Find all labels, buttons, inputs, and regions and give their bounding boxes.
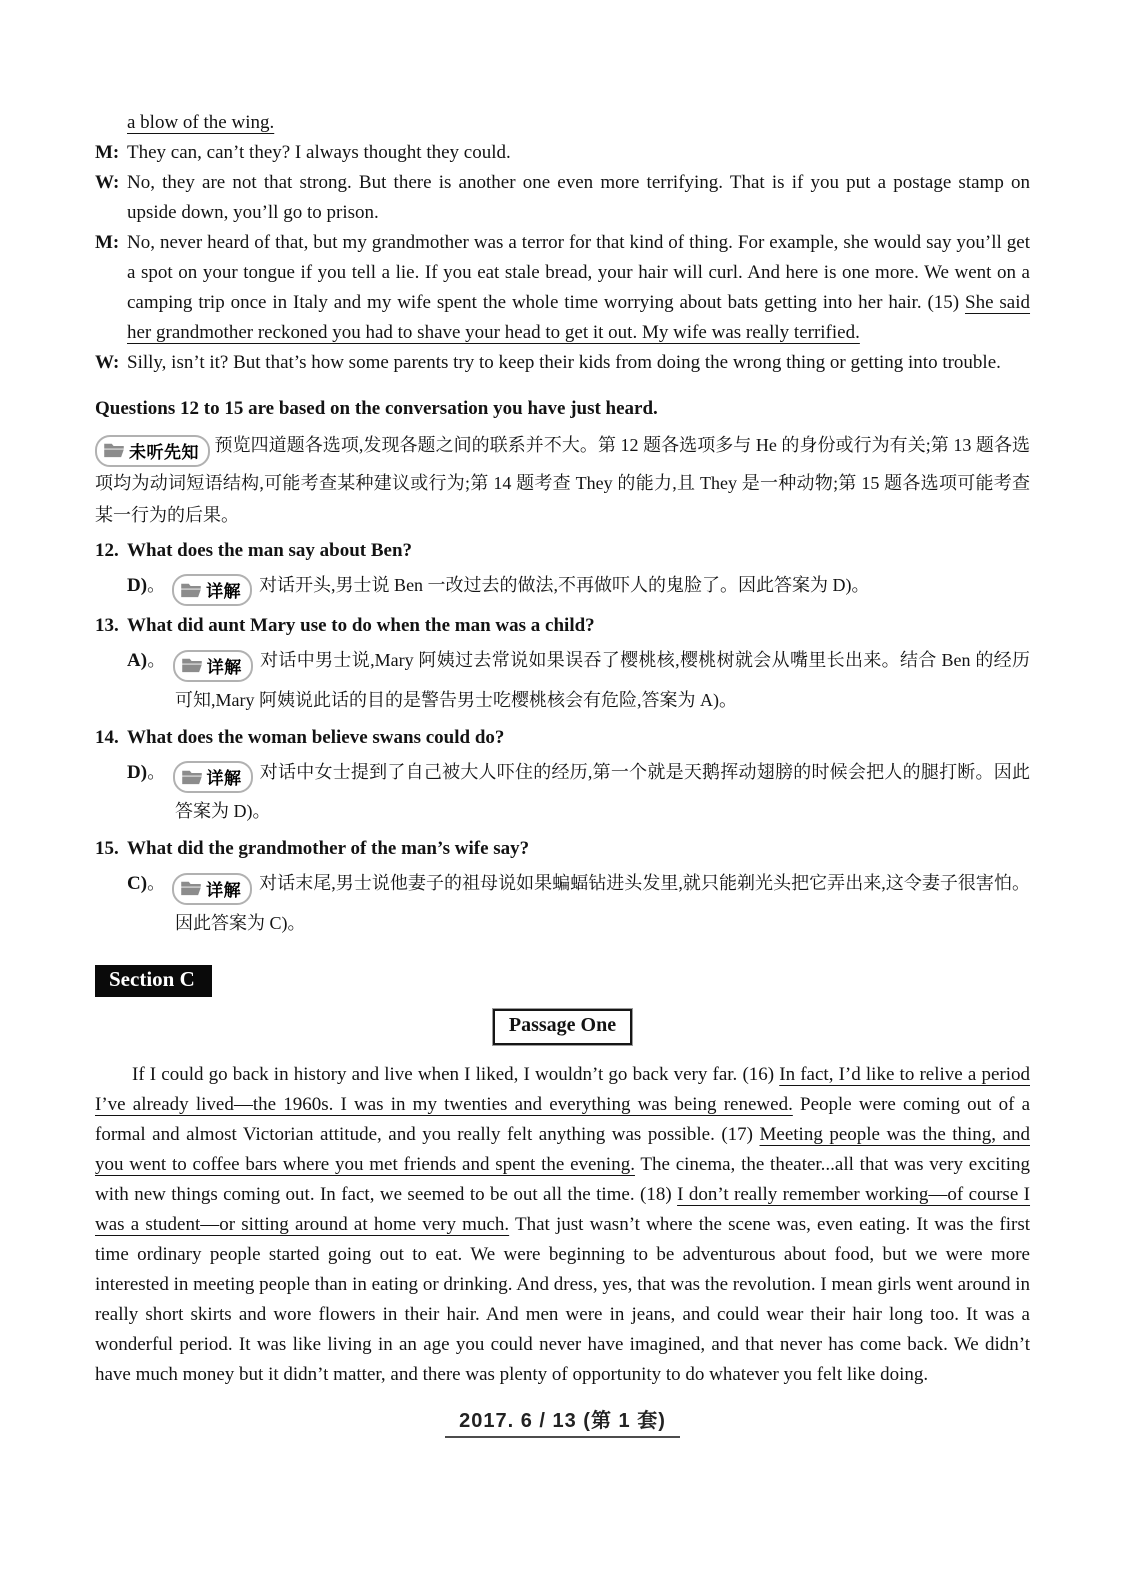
preview-tip <box>95 429 1030 531</box>
question-number: 15. <box>95 838 119 859</box>
question-line <box>95 536 1030 566</box>
question-number: 14. <box>95 726 119 748</box>
question-item <box>95 611 1030 718</box>
dialogue-text: They can, can’t they? I always thought they could. <box>127 142 511 163</box>
dialogue-text: a blow of the wing. <box>127 112 275 133</box>
dialogue-turn <box>95 228 1030 348</box>
explanation-badge-label: 详解 <box>206 769 242 788</box>
answer-suffix: 。 <box>147 574 166 595</box>
question-line <box>95 611 1030 641</box>
explanation-text: 对话中男士说,Mary 阿姨过去常说如果误吞了樱桃核,樱桃树就会从嘴里长出来。结合 Ben 的经历可知,Mary 阿姨说此话的目的是警告男士吃樱桃核会有危险,答案为 A)。 <box>175 650 1031 710</box>
question-line <box>95 834 1030 864</box>
question-item <box>95 834 1030 941</box>
answer-letter: C) <box>127 873 148 894</box>
speaker-label: W: <box>95 352 120 373</box>
question-item <box>95 536 1030 607</box>
explanation-badge <box>173 650 253 682</box>
answer-letter: D) <box>127 761 148 783</box>
answer-line <box>95 754 1030 830</box>
dialogue-text: No, never heard of that, but my grandmother was a terror for that kind of thing. For example, she would say you’ll get a spot on your tongue if you tell a lie. If you eat stale bread, your hair will curl. And here is one more. We went on a camping trip once in Italy and my wife spent the whole time worrying about bats getting into her hair. (15) She said her grandmother reckoned you had to shave your head to get it out. My wife was really terrified. <box>127 232 1031 343</box>
folder-icon <box>181 769 203 785</box>
section-c-header <box>95 965 1030 997</box>
question-number: 12. <box>95 539 119 561</box>
question-item <box>95 723 1030 830</box>
speaker-label: W: <box>95 172 120 193</box>
answer-letter: D) <box>127 574 148 596</box>
question-text: What does the woman believe swans could do? <box>127 726 505 748</box>
explanation-badge <box>173 761 253 793</box>
dialogue-continuation-line <box>95 108 1030 138</box>
explanation-badge-label: 详解 <box>206 880 242 900</box>
question-line <box>95 723 1030 753</box>
folder-icon <box>180 880 202 896</box>
question-text: What did the grandmother of the man’s wife say? <box>127 838 530 859</box>
dialogue-turn <box>95 348 1030 378</box>
question-text: What did aunt Mary use to do when the man was a child? <box>127 615 595 636</box>
page-footer-label: 2017. 6 / 13 (第 1 套) <box>445 1404 680 1438</box>
preview-badge <box>95 435 210 467</box>
answer-line <box>95 865 1030 941</box>
passage-one-title: Passage One <box>493 1009 632 1045</box>
preview-badge-label: 未听先知 <box>129 442 199 462</box>
section-c-label: Section C <box>95 965 212 997</box>
folder-icon <box>181 657 203 673</box>
passage-title-row <box>95 1009 1030 1045</box>
passage-text: If I could go back in history and live when I liked, I wouldn’t go back very far. (16) In fact, I’d like to relive a period I’ve already lived—the 1960s. I was in my twenties and everything was being renewed. People were coming out of a formal and almost Victorian attitude, and you really felt anything was possible. (17) Meeting people was the thing, and you went to coffee bars where you met friends and spent the evening. The cinema, the theater...all that was very exciting with new things coming out. In fact, we seemed to be out all the time. (18) I don’t really remember working—of course I was a student—or sitting around at home very much. That just wasn’t where the scene was, even eating. It was the first time ordinary people started going out to eat. We were beginning to be adventurous about food, but we were more interested in meeting people than in eating or drinking. And dress, yes, that was the revolution. I mean girls went around in really short skirts and wore flowers in their hair. And men were in jeans, and could wear their hair long too. It was a wonderful period. It was like living in an age you could never have imagined, and that never has come back. We didn’t have much money but it didn’t matter, and there was plenty of opportunity to do whatever you felt like doing. <box>95 1063 1031 1385</box>
listening-transcript <box>95 108 1030 378</box>
speaker-label: M: <box>95 232 120 253</box>
question-number: 13. <box>95 615 119 636</box>
dialogue-text: No, they are not that strong. But there is another one even more terrifying. That is if you put a postage stamp on upside down, you’ll go to prison. <box>127 172 1030 223</box>
explanation-badge-label: 详解 <box>206 582 242 601</box>
speaker-label: M: <box>95 142 120 163</box>
answer-letter: A) <box>127 650 148 671</box>
explanation-text: 对话中女士提到了自己被大人吓住的经历,第一个就是天鹅挥动翅膀的时候会把人的腿打断。因此答案为 D)。 <box>175 761 1031 821</box>
answer-suffix: 。 <box>147 650 166 670</box>
explanation-badge <box>172 574 252 606</box>
answer-suffix: 。 <box>147 761 166 782</box>
page-footer <box>95 1404 1030 1438</box>
dialogue-turn <box>95 138 1030 168</box>
answer-line <box>95 567 1030 607</box>
explanation-text: 对话末尾,男士说他妻子的祖母说如果蝙蝠钻进头发里,就只能剃光头把它弄出来,这令妻子很害怕。因此答案为 C)。 <box>175 873 1030 933</box>
folder-icon <box>180 582 202 598</box>
preview-text: 预览四道题各选项,发现各题之间的联系并不大。第 12 题各选项多与 He 的身份或行为有关;第 13 题各选项均为动词短语结构,可能考查某种建议或行为;第 14 题考查 They 的能力,且 They 是一种动物;第 15 题各选项可能考查某一行为的后果。 <box>95 435 1030 525</box>
explanation-badge-label: 详解 <box>206 657 242 677</box>
dialogue-turn <box>95 168 1030 228</box>
answer-line <box>95 642 1030 718</box>
answer-suffix: 。 <box>147 873 166 893</box>
explanation-badge <box>172 873 252 905</box>
question-text: What does the man say about Ben? <box>127 539 413 561</box>
explanation-text: 对话开头,男士说 Ben 一改过去的做法,不再做吓人的鬼脸了。因此答案为 D)。 <box>259 574 870 595</box>
folder-icon <box>103 442 125 458</box>
questions-header: Questions 12 to 15 are based on the conversation you have just heard. <box>95 398 658 419</box>
dialogue-text: Silly, isn’t it? But that’s how some parents try to keep their kids from doing the wrong thing or getting into trouble. <box>127 352 1001 373</box>
